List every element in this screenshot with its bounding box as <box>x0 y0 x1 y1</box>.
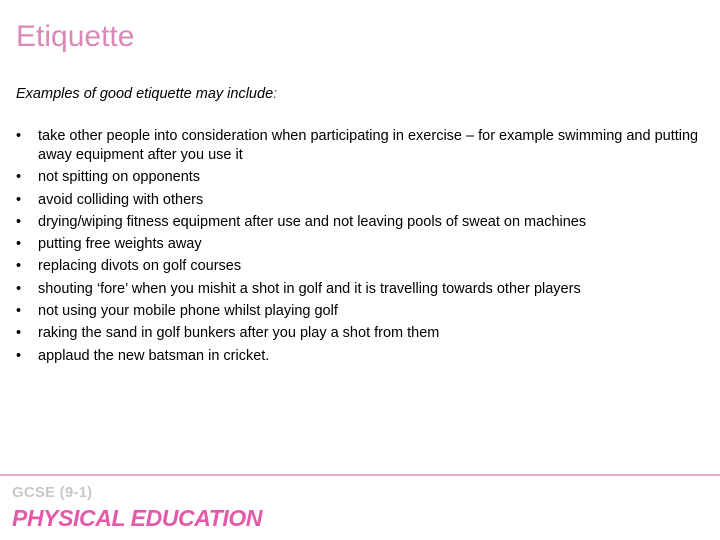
bullet-icon: • <box>16 258 22 275</box>
list-item <box>16 302 706 321</box>
list-item <box>16 347 706 366</box>
list-item-text: take other people into consideration when participating in exercise – for example swimming and putting away equipment after you use it <box>38 128 699 163</box>
list-item <box>16 324 706 343</box>
list-item <box>16 213 706 232</box>
list-item-text: applaud the new batsman in cricket. <box>38 347 270 364</box>
list-item-text: shouting ‘fore’ when you mishit a shot in golf and it is travelling towards other players <box>38 280 581 297</box>
footer-divider <box>0 474 720 476</box>
list-item <box>16 280 706 299</box>
logo-qualification: GCSE (9-1) <box>12 484 93 501</box>
list-item <box>16 168 706 187</box>
page-title: Etiquette <box>16 20 135 53</box>
list-item-text: not spitting on opponents <box>38 169 201 186</box>
bullet-icon: • <box>16 169 22 186</box>
list-item <box>16 127 706 165</box>
bullet-icon: • <box>16 325 22 342</box>
intro-text <box>16 84 277 104</box>
bullet-icon: • <box>16 236 22 253</box>
logo-subject: PHYSICAL EDUCATION <box>12 505 263 531</box>
gcse-pe-logo <box>12 484 262 532</box>
list-item-text: putting free weights away <box>38 236 202 253</box>
bullet-icon: • <box>16 303 22 320</box>
intro-colon: : <box>273 86 278 102</box>
list-item-text: drying/wiping fitness equipment after use and not leaving pools of sweat on machines <box>38 213 587 230</box>
list-item-text: avoid colliding with others <box>38 191 204 208</box>
bullet-icon: • <box>16 347 22 364</box>
intro-label: Examples of good etiquette may include <box>16 86 274 102</box>
bullet-icon: • <box>16 280 22 297</box>
bullet-icon: • <box>16 213 22 230</box>
list-item-text: raking the sand in golf bunkers after you play a shot from them <box>38 325 440 342</box>
list-item <box>16 191 706 210</box>
list-item-text: replacing divots on golf courses <box>38 258 242 275</box>
list-item <box>16 235 706 254</box>
bullet-icon: • <box>16 128 22 144</box>
etiquette-list <box>16 127 706 369</box>
list-item-text: not using your mobile phone whilst playing golf <box>38 303 338 320</box>
list-item <box>16 257 706 276</box>
bullet-icon: • <box>16 191 22 208</box>
